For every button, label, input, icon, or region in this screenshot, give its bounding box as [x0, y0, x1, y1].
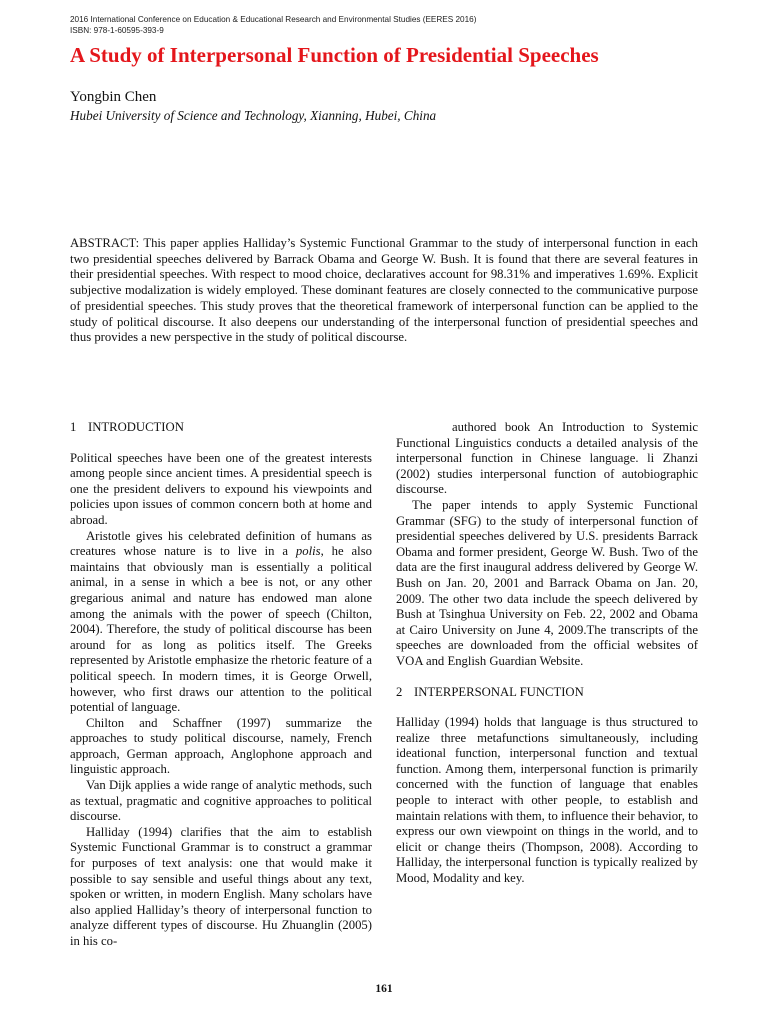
section-number: 2 [396, 684, 403, 699]
section-heading-interpersonal-function [396, 685, 698, 701]
conference-header [70, 14, 710, 36]
paragraph-continued: authored book An Introduction to Systemic Functional Linguistics conducts a detailed analysis of the interpersonal function in Chinese language. li Zhanzi (2002) studies interpersonal function of autobiographic discourse. [396, 420, 698, 497]
section-number: 1 [70, 420, 77, 434]
paragraph: The paper intends to apply Systemic Functional Grammar (SFG) to the study of interpersonal function of presidential speeches delivered by U.S. presidents Barrack Obama and former president, George W. Bush. Two of the data are the first inaugural address delivered by George W. Bush on Jan. 20, 2001 and Barrack Obama on Jan. 20, 2009. The other two data include the speech delivered by Bush at Tsinghua University on Feb. 22, 2002 and Obama at Cairo University on June 4, 2009.The transcripts of the speeches are downloaded from the official websites of VOA and English Guardian Website. [396, 497, 698, 668]
section-title: INTERPERSONAL FUNCTION [414, 684, 584, 699]
section-heading-introduction [70, 420, 372, 436]
conference-name: 2016 International Conference on Education & Educational Research and Environmental Studies (EERES 2016) [70, 15, 477, 24]
paragraph: Chilton and Schaffner (1997) summarize the approaches to study political discourse, namely, French approach, German approach, Anglophone approach and linguistic approach. [70, 715, 372, 777]
italic-term: polis [295, 544, 321, 559]
page-number: 161 [375, 983, 393, 995]
paragraph: Van Dijk applies a wide range of analytic methods, such as textual, pragmatic and cognitive approaches to political discourse. [70, 778, 372, 824]
paragraph: Halliday (1994) holds that language is thus structured to realize three metafunctions simultaneously, including ideational function, interpersonal function and textual function. Among them, interpersonal function is primarily concerned with the function of language that enables people to interact with other people, to establish and maintain relations with them, to influence their behavior, to express our own viewpoint on things in the world, and to elicit or change theirs (Thompson, 2008). According to Halliday, the interpersonal function is typically realized by Mood, Modality and key. [396, 715, 698, 886]
paragraph: Aristotle gives his celebrated definition of humans as creatures whose nature is to live in a polis, he also maintains that obviously man is essentially a political animal, in a sense in which a bee is not, or any other gregarious animal and nature has endowed man alone among the animals with the power of speech (Chilton, 2004). Therefore, the study of political discourse has been around for as long as politics itself. The Greeks represented by Aristotle emphasize the rhetoric feature of a political speech. In modern times, it is George Orwell, however, who first draws our attention to the political potential of language. [70, 528, 372, 715]
paragraph: Political speeches have been one of the greatest interests among people since ancient times. A presidential speech is one the president delivers to expound his viewpoints and policies upon issues of common concern both at home and abroad. [70, 450, 372, 527]
left-column [70, 420, 372, 950]
paper-title: A Study of Interpersonal Function of Presidential Speeches [70, 43, 599, 67]
paragraph: Halliday (1994) clarifies that the aim to establish Systemic Functional Grammar is to construct a grammar for purposes of text analysis: one that would make it possible to say sensible and useful things about any text, spoken or written, in modern English. Many scholars have also applied Halliday’s theory of interpersonal function to analyze different types of discourse. Hu Zhuanglin (2005) in his co- [70, 824, 372, 948]
author-name: Yongbin Chen [70, 89, 157, 105]
isbn: ISBN: 978-1-60595-393-9 [70, 26, 164, 35]
section-title: INTRODUCTION [88, 420, 184, 434]
right-column [396, 420, 698, 887]
abstract: ABSTRACT: This paper applies Halliday’s Systemic Functional Grammar to the study of interpersonal function in each two presidential speeches delivered by Barrack Obama and George W. Bush. It is found that there are several features in their presidential speeches. With respect to mood choice, declaratives account for 98.31% and imperatives 1.69%. Explicit subjective modalization is widely employed. These dominant features are closely connected to the communicative purpose of presidential speeches. This study proves that the theoretical framework of interpersonal function can be applied to the study of political discourse. It also deepens our understanding of the interpersonal function of presidential speeches and thus provides a new perspective in the study of political discourse. [70, 236, 698, 345]
author-affiliation: Hubei University of Science and Technology, Xianning, Hubei, China [70, 108, 437, 123]
